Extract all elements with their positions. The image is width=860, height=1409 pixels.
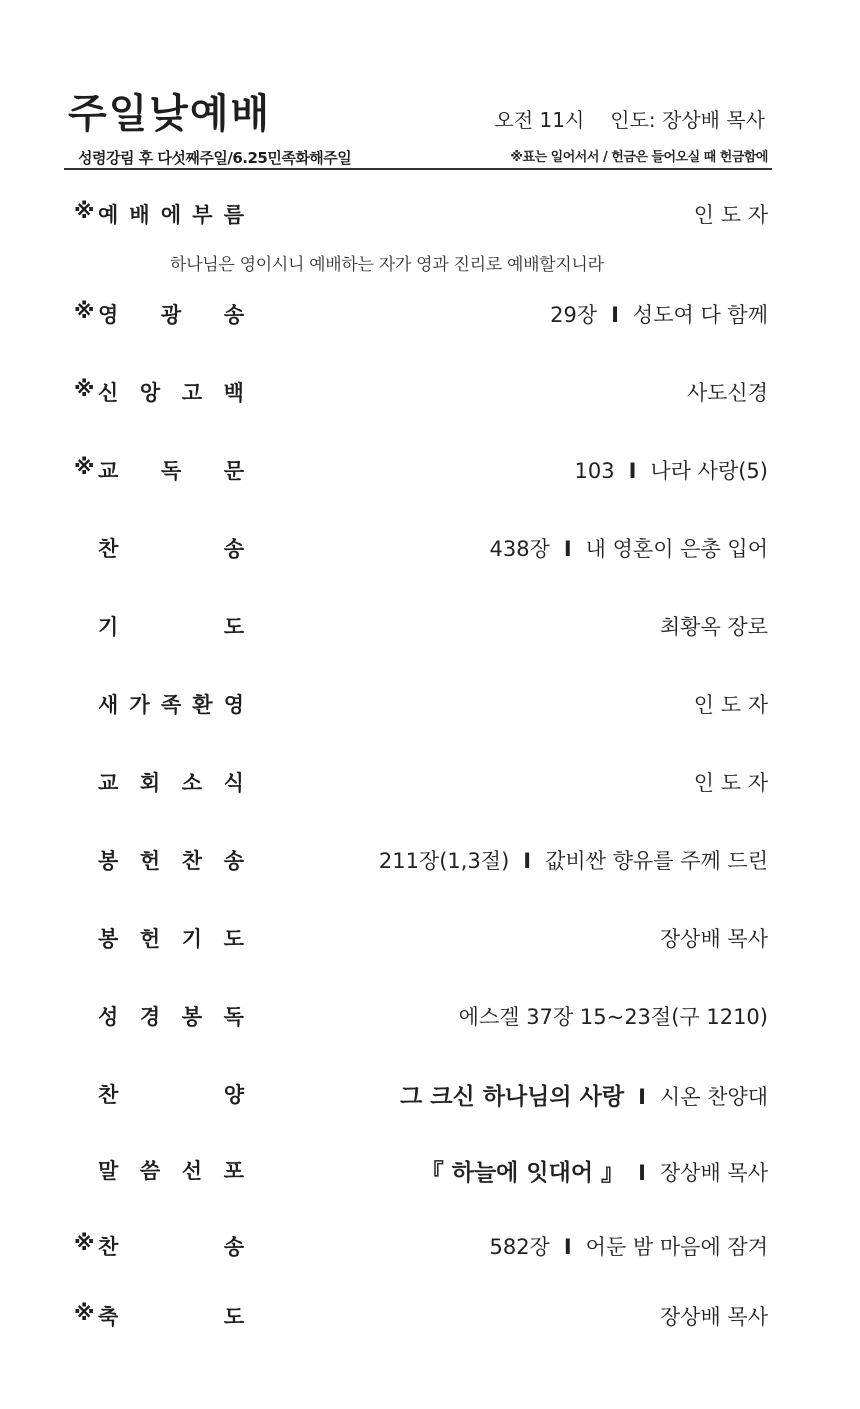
order-item-detail: 인 도 자 (693, 203, 768, 227)
order-item-title: 교 회 소 식 (98, 771, 244, 795)
order-item (74, 920, 768, 956)
order-item-detail: 에스겔 37장 15~23절(구 1210) (458, 1005, 768, 1029)
order-item-detail: 최황옥 장로 (659, 615, 768, 639)
order-item-title: 예 배 에 부 름 (98, 203, 244, 227)
standing-mark: ※ (74, 199, 95, 223)
order-item-detail-secondary: 값비싼 향유를 주께 드린 (545, 849, 768, 873)
standing-mark: ※ (74, 377, 95, 401)
order-item-detail: 211장(1,3절) (378, 849, 510, 873)
standing-mark: ※ (74, 299, 95, 323)
order-item (74, 1076, 768, 1112)
separator: I (523, 849, 532, 873)
order-item-detail: 그 크신 하나님의 사랑 (400, 1083, 625, 1110)
order-item-detail: 『 하늘에 잇대어 』 (420, 1159, 625, 1186)
order-item-detail: 438장 (489, 537, 550, 561)
order-item-value (660, 611, 768, 641)
order-item-value (660, 923, 768, 953)
order-item-detail: 사도신경 (686, 381, 768, 405)
order-item-detail: 장상배 목사 (659, 927, 768, 951)
service-subtitle: 성령강림 후 다섯째주일/6.25민족화해주일 (78, 149, 352, 167)
separator: I (638, 1160, 646, 1185)
order-item (74, 296, 768, 332)
order-item-label (74, 689, 244, 719)
order-item-label (74, 1079, 244, 1109)
order-item-value (575, 455, 769, 485)
order-item (74, 374, 768, 410)
order-item (74, 608, 768, 644)
order-item (74, 1298, 768, 1334)
order-item-value (400, 1078, 768, 1111)
standing-mark: ※ (74, 1301, 95, 1325)
order-item-title: 기 도 (98, 615, 244, 639)
order-item-detail: 인 도 자 (693, 771, 768, 795)
order-item-label (74, 845, 244, 875)
order-item-label (74, 199, 244, 229)
standing-note: ※표는 일어서서 / 헌금은 들어오실 때 헌금함에 (510, 150, 768, 165)
order-item-detail-secondary: 장상배 목사 (659, 1160, 768, 1185)
service-time: 오전 11시 (494, 108, 585, 132)
page-title: 주일낮예배 (68, 91, 272, 137)
standing-mark: ※ (74, 1231, 95, 1255)
order-item-detail: 인 도 자 (693, 693, 768, 717)
order-item-value (379, 845, 768, 875)
order-item (74, 842, 768, 878)
order-item-value (489, 1231, 768, 1261)
order-item-label (74, 1155, 244, 1185)
order-item (74, 1228, 768, 1264)
order-item-label (74, 377, 244, 407)
order-item-detail: 장상배 목사 (659, 1305, 768, 1329)
order-item-label (74, 533, 244, 563)
order-item-value (694, 199, 768, 229)
order-item-title: 교 독 문 (98, 459, 244, 483)
order-item-detail-secondary: 나라 사랑(5) (650, 459, 768, 483)
order-item-title: 찬 송 (98, 1235, 244, 1259)
order-item-value (694, 689, 768, 719)
order-item-value (687, 377, 768, 407)
order-item-detail: 582장 (489, 1235, 550, 1259)
order-item-detail-secondary: 어둔 밤 마음에 잠겨 (585, 1235, 768, 1259)
order-item-label (74, 1001, 244, 1031)
header-divider (64, 168, 772, 170)
order-item (74, 530, 768, 566)
separator: I (611, 303, 619, 327)
order-item (74, 452, 768, 488)
call-to-worship-text: 하나님은 영이시니 예배하는 자가 영과 진리로 예배할지니라 (170, 255, 604, 275)
order-item-title: 신 앙 고 백 (98, 381, 244, 405)
order-item-label (74, 1301, 244, 1331)
order-item-value (660, 1301, 768, 1331)
order-item (74, 1152, 768, 1188)
order-item-title: 봉 헌 기 도 (98, 927, 244, 951)
order-item-title: 말 씀 선 포 (98, 1159, 244, 1183)
order-item-title: 봉 헌 찬 송 (98, 849, 244, 873)
order-item-label (74, 767, 244, 797)
separator: I (563, 537, 572, 561)
order-item-detail-secondary: 내 영혼이 은총 입어 (585, 537, 768, 561)
service-leader: 인도: 장상배 목사 (610, 108, 765, 132)
order-item-detail: 29장 (550, 303, 598, 327)
order-item-label (74, 611, 244, 641)
order-item-detail: 103 (574, 459, 615, 483)
order-item-value (459, 1001, 768, 1031)
separator: I (628, 459, 637, 483)
order-item-title: 성 경 봉 독 (98, 1005, 244, 1029)
order-item-value (550, 299, 768, 329)
order-item-value (489, 533, 768, 563)
order-item (74, 196, 768, 232)
order-item-label (74, 923, 244, 953)
order-item (74, 686, 768, 722)
order-item-detail-secondary: 성도여 다 함께 (632, 303, 768, 327)
order-item-detail-secondary: 시온 찬양대 (659, 1084, 768, 1109)
separator: I (638, 1084, 646, 1109)
order-item-title: 찬 송 (98, 537, 244, 561)
order-item-label (74, 455, 244, 485)
order-item-title: 영 광 송 (98, 303, 244, 327)
order-item-title: 찬 양 (98, 1083, 244, 1107)
order-item-title: 축 도 (98, 1305, 244, 1329)
order-item (74, 764, 768, 800)
order-item-title: 새 가 족 환 영 (98, 693, 244, 717)
order-item-label (74, 299, 244, 329)
order-item (74, 998, 768, 1034)
order-item-value (694, 767, 768, 797)
order-item-value (421, 1154, 768, 1187)
order-item-label (74, 1231, 244, 1261)
separator: I (563, 1235, 572, 1259)
service-meta (495, 104, 765, 133)
standing-mark: ※ (74, 455, 95, 479)
